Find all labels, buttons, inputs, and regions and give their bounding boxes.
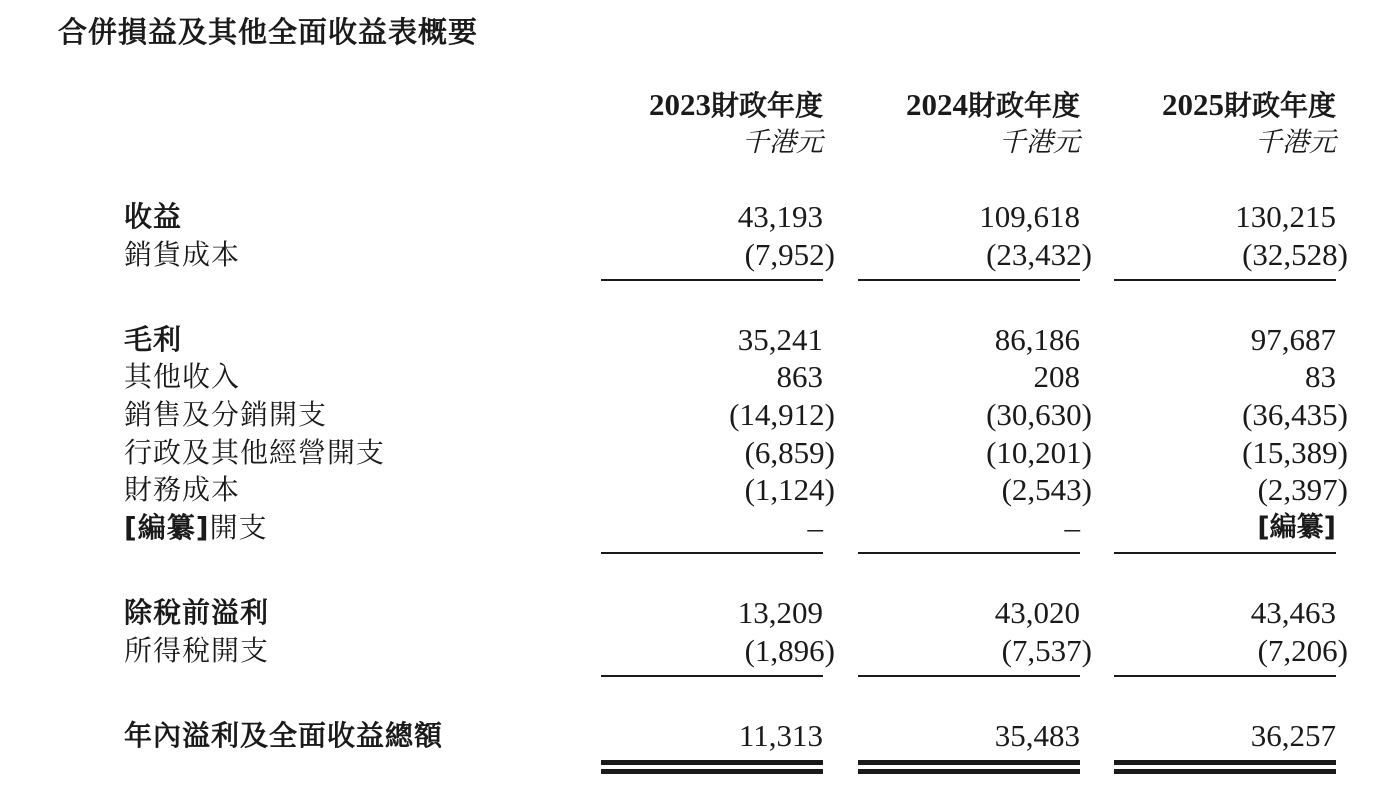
column-year: 2024 — [905, 87, 968, 122]
cell-cost-of-sales-2023: (7,952) — [744, 237, 835, 272]
subtotal-rule — [858, 279, 1080, 281]
cell-income-tax-2023: (1,896) — [744, 633, 835, 668]
row-label-total-comprehensive-income: 年內溢利及全面收益總額 — [124, 719, 444, 752]
column-year: 2023 — [648, 87, 711, 122]
cell-gross-profit-2024: 86,186 — [994, 322, 1080, 357]
subtotal-rule — [1114, 675, 1336, 677]
column-header-2023 — [543, 86, 823, 161]
cell-cost-of-sales-2025: (32,528) — [1242, 237, 1348, 272]
cell-revenue-2024: 109,618 — [979, 199, 1080, 234]
row-label-gross-profit: 毛利 — [124, 323, 183, 356]
cell-redacted-expenses-2024: – — [1064, 510, 1080, 545]
column-year-suffix: 財政年度 — [967, 89, 1080, 122]
cell-finance-costs-2023: (1,124) — [744, 472, 835, 507]
column-year: 2025 — [1161, 87, 1224, 122]
cell-finance-costs-2024: (2,543) — [1001, 472, 1092, 507]
cell-revenue-2025: 130,215 — [1235, 199, 1336, 234]
cell-profit-before-tax-2024: 43,020 — [994, 595, 1080, 630]
cell-income-tax-2025: (7,206) — [1257, 633, 1348, 668]
cell-cost-of-sales-2024: (23,432) — [986, 237, 1092, 272]
cell-other-income-2023: 863 — [776, 359, 823, 394]
redacted-marker: [編纂] — [124, 511, 210, 544]
total-double-rule — [601, 760, 823, 774]
total-double-rule — [858, 760, 1080, 774]
column-unit: 千港元 — [742, 127, 823, 158]
cell-selling-expenses-2025: (36,435) — [1242, 397, 1348, 432]
cell-admin-expenses-2025: (15,389) — [1242, 435, 1348, 470]
subtotal-rule — [1114, 552, 1336, 554]
cell-other-income-2024: 208 — [1033, 359, 1080, 394]
row-label-cost-of-sales: 銷貨成本 — [124, 238, 241, 271]
cell-profit-before-tax-2023: 13,209 — [737, 595, 823, 630]
column-header-2024 — [800, 86, 1080, 161]
row-label-selling-expenses: 銷售及分銷開支 — [124, 398, 328, 431]
row-label-text: 開支 — [209, 511, 268, 544]
column-year-suffix: 財政年度 — [710, 89, 823, 122]
cell-finance-costs-2025: (2,397) — [1257, 472, 1348, 507]
cell-admin-expenses-2024: (10,201) — [986, 435, 1092, 470]
cell-profit-before-tax-2025: 43,463 — [1250, 595, 1336, 630]
total-double-rule — [1114, 760, 1336, 774]
column-year-suffix: 財政年度 — [1223, 89, 1336, 122]
cell-redacted-expenses-2025: [編纂] — [1257, 512, 1336, 543]
subtotal-rule — [601, 552, 823, 554]
cell-other-income-2025: 83 — [1305, 359, 1336, 394]
subtotal-rule — [858, 552, 1080, 554]
row-label-admin-expenses: 行政及其他經營開支 — [124, 436, 386, 469]
cell-gross-profit-2025: 97,687 — [1250, 322, 1336, 357]
cell-gross-profit-2023: 35,241 — [737, 322, 823, 357]
cell-total-income-2024: 35,483 — [994, 718, 1080, 753]
cell-selling-expenses-2024: (30,630) — [986, 397, 1092, 432]
subtotal-rule — [858, 675, 1080, 677]
row-label-income-tax: 所得稅開支 — [124, 634, 270, 667]
page-title: 合併損益及其他全面收益表概要 — [58, 15, 479, 49]
cell-selling-expenses-2023: (14,912) — [729, 397, 835, 432]
row-label-finance-costs: 財務成本 — [124, 473, 241, 506]
row-label-revenue: 收益 — [124, 200, 183, 233]
row-label-other-income: 其他收入 — [124, 360, 241, 393]
column-header-2025 — [1056, 86, 1336, 161]
cell-redacted-expenses-2023: – — [807, 510, 823, 545]
column-unit: 千港元 — [999, 127, 1080, 158]
cell-revenue-2023: 43,193 — [737, 199, 823, 234]
row-label-redacted-expenses — [124, 509, 268, 547]
row-label-profit-before-tax: 除稅前溢利 — [124, 596, 270, 629]
subtotal-rule — [601, 279, 823, 281]
subtotal-rule — [1114, 279, 1336, 281]
column-unit: 千港元 — [1255, 127, 1336, 158]
cell-income-tax-2024: (7,537) — [1001, 633, 1092, 668]
cell-admin-expenses-2023: (6,859) — [744, 435, 835, 470]
cell-total-income-2025: 36,257 — [1250, 718, 1336, 753]
cell-total-income-2023: 11,313 — [738, 718, 823, 753]
subtotal-rule — [601, 675, 823, 677]
